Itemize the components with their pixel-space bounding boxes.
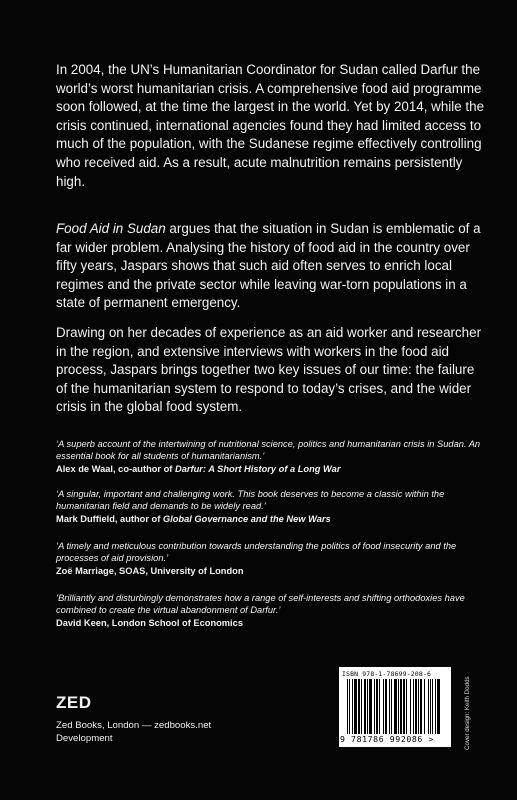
barcode-bar bbox=[432, 679, 433, 734]
endorsement-2 bbox=[56, 488, 492, 525]
zed-logo: ZED bbox=[56, 693, 92, 712]
endorsement-3 bbox=[56, 540, 492, 577]
barcode-bar bbox=[347, 679, 348, 734]
barcode-bar bbox=[383, 679, 384, 734]
barcode-bar bbox=[424, 679, 425, 734]
endorsement-author: Mark Duffield, author of Global Governance and the New Wars bbox=[56, 513, 331, 524]
book-title: Food Aid in Sudan bbox=[56, 221, 166, 236]
barcode-bar bbox=[379, 679, 380, 734]
barcode-bar bbox=[410, 679, 411, 734]
barcode-bar bbox=[361, 679, 362, 734]
barcode-bar bbox=[389, 679, 390, 734]
blurb-paragraph-2 bbox=[56, 220, 488, 313]
endorsement-work: Global Governance and the New Wars bbox=[162, 513, 331, 524]
barcode-bar bbox=[391, 679, 392, 734]
blurb-paragraph-3 bbox=[56, 324, 488, 417]
endorsement-quote: ‘Brilliantly and disturbingly demonstrates how a range of self-interests and shifting orthodoxies have combined to create the virtual abandonment of Darfur.’ bbox=[56, 593, 465, 616]
barcode-bar bbox=[354, 679, 357, 734]
blurb-text-1: In 2004, the UN’s Humanitarian Coordinator for Sudan called Darfur the world’s worst humanitarian crisis. A comprehensive food aid programme soon followed, at the time the largest in the world. Yet by 2014, while the crisis continued, international agencies found they had limited access to much of the population, with the Sudanese regime effectively controlling who received aid. As a result, acute malnutrition remains persistently high. bbox=[56, 62, 485, 189]
barcode-box bbox=[339, 667, 451, 747]
barcode-bar bbox=[394, 679, 397, 734]
barcode-bar bbox=[430, 679, 431, 734]
barcode-bar bbox=[435, 679, 436, 734]
endorsement-author: Alex de Waal, co-author of Darfur: A Short History of a Long War bbox=[56, 463, 341, 474]
barcode-bar bbox=[428, 679, 429, 734]
endorsement-quote: ‘A singular, important and challenging work. This book deserves to become a classic within the humanitarian field and demands to be widely read.’ bbox=[56, 489, 445, 512]
endorsement-quote: ‘A superb account of the intertwining of nutritional science, politics and humanitarian crisis in Sudan. An essential book for all students of humanitarianism.’ bbox=[56, 439, 481, 462]
barcode-bar bbox=[406, 679, 407, 734]
barcode-bar bbox=[398, 679, 399, 734]
barcode-bar bbox=[403, 679, 405, 734]
barcode-bar bbox=[385, 679, 387, 734]
barcode-bar bbox=[420, 679, 422, 734]
endorsement-4 bbox=[56, 592, 492, 629]
endorsement-quote: ‘A timely and meticulous contribution towards understanding the politics of food insecurity and the processes of aid provision.’ bbox=[56, 541, 457, 564]
barcode-bar bbox=[369, 679, 372, 734]
barcode-bar bbox=[418, 679, 419, 734]
publisher-info bbox=[56, 719, 211, 745]
subject-category: Development bbox=[56, 733, 113, 744]
barcode-bar bbox=[400, 679, 402, 734]
barcode-bar bbox=[358, 679, 360, 734]
barcode bbox=[347, 679, 443, 734]
endorsement-1 bbox=[56, 438, 492, 475]
barcode-bar bbox=[415, 679, 417, 734]
isbn-label: ISBN 978-1-78699-208-6 bbox=[342, 670, 432, 678]
barcode-bar bbox=[374, 679, 375, 734]
blurb-text-3: Drawing on her decades of experience as an aid worker and researcher in the region, and extensive interviews with workers in the food aid process, Jaspars brings together two key issues of our time: the failure of the humanitarian system to respond to today’s crises, and the wider crisis in the global food system. bbox=[56, 325, 482, 415]
barcode-bar bbox=[413, 679, 414, 734]
blurb-paragraph-1 bbox=[56, 61, 488, 191]
blurb-text-2-rest: argues that the situation in Sudan is emblematic of a far wider problem. Analysing the history of food aid in the country over fifty years, Jaspars shows that such aid often serves to enrich local regimes and the private sector while leaving war-torn populations in a state of permanent emergency. bbox=[56, 221, 481, 311]
barcode-bar bbox=[349, 679, 350, 734]
endorsement-author: David Keen, London School of Economics bbox=[56, 617, 243, 628]
publisher-line: Zed Books, London — zedbooks.net bbox=[56, 720, 212, 731]
barcode-bar bbox=[376, 679, 378, 734]
cover-design-credit: Cover design: Keith Dodds bbox=[464, 676, 471, 750]
endorsement-work: Darfur: A Short History of a Long War bbox=[174, 463, 341, 474]
barcode-bar bbox=[352, 679, 353, 734]
endorsement-author: Zoë Marriage, SOAS, University of London bbox=[56, 565, 244, 576]
barcode-bar bbox=[367, 679, 368, 734]
blurb-text-2 bbox=[56, 220, 488, 313]
barcode-bar bbox=[437, 679, 440, 734]
barcode-digits: 9 781786 992086 > bbox=[340, 734, 434, 744]
barcode-bar bbox=[364, 679, 366, 734]
